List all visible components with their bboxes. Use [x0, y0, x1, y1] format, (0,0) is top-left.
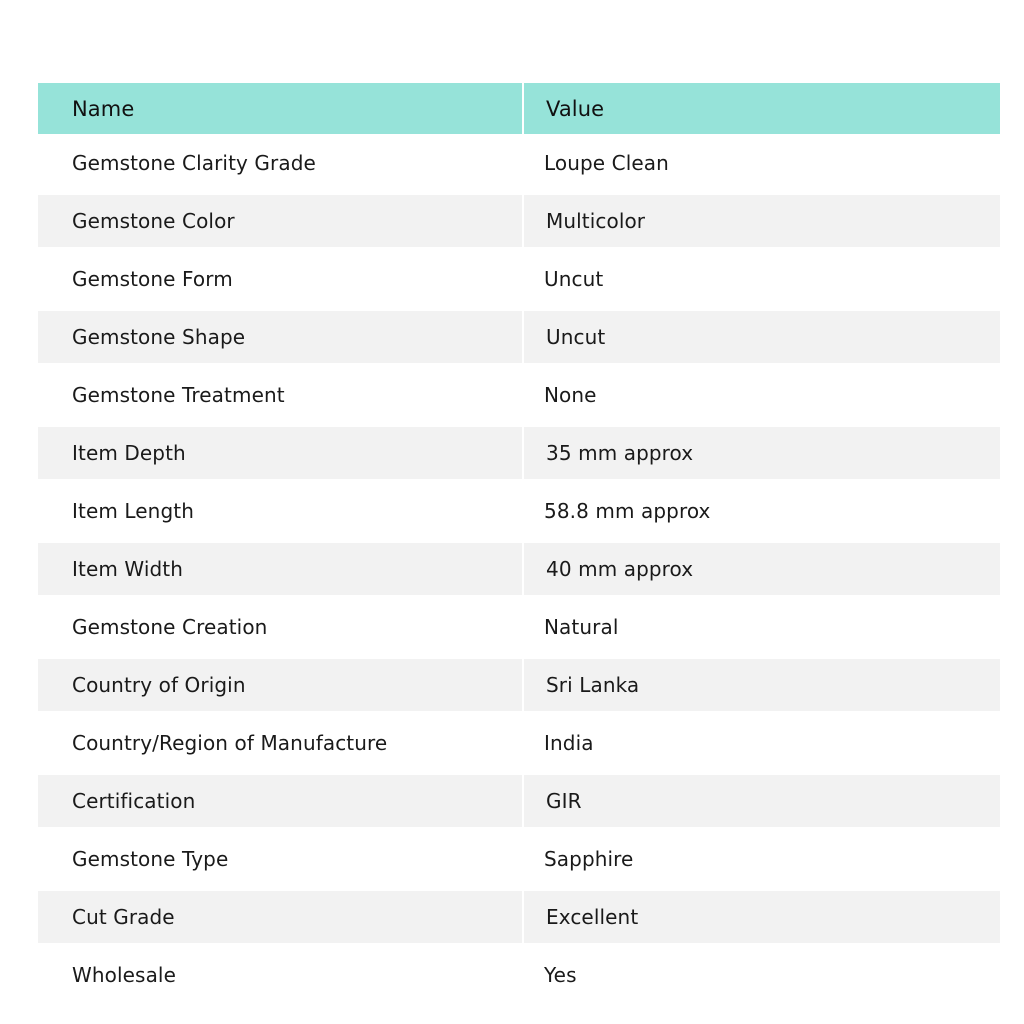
row-name-cell: Gemstone Treatment	[72, 383, 285, 407]
row-value-cell: Loupe Clean	[544, 151, 669, 175]
table-header-row	[38, 83, 1000, 134]
row-name-cell: Cut Grade	[38, 888, 522, 946]
row-value-cell: 58.8 mm approx	[544, 499, 711, 523]
table-row	[38, 134, 1000, 192]
table-row	[38, 830, 1000, 888]
row-name-cell: Gemstone Shape	[38, 308, 522, 366]
row-name-cell: Gemstone Creation	[72, 615, 268, 639]
row-value-cell: None	[544, 383, 597, 407]
table-row	[38, 946, 1000, 1004]
row-value-cell: Yes	[544, 963, 577, 987]
row-value-cell: India	[544, 731, 594, 755]
table-row	[38, 482, 1000, 540]
table-row	[38, 888, 1000, 946]
table-body	[38, 134, 1000, 1004]
row-name-cell: Item Depth	[38, 424, 522, 482]
table-row	[38, 656, 1000, 714]
row-value-cell: Uncut	[524, 308, 1000, 366]
table-row	[38, 424, 1000, 482]
row-name-cell: Item Length	[72, 499, 194, 523]
row-name-cell: Gemstone Form	[72, 267, 233, 291]
table-row	[38, 772, 1000, 830]
row-name-cell: Country/Region of Manufacture	[72, 731, 388, 755]
table-row	[38, 192, 1000, 250]
row-value-cell: 35 mm approx	[524, 424, 1000, 482]
table-row	[38, 540, 1000, 598]
column-header-name: Name	[72, 96, 135, 121]
table-row	[38, 598, 1000, 656]
item-specifics-table	[38, 83, 1000, 1004]
row-name-cell: Wholesale	[72, 963, 176, 987]
table-row	[38, 366, 1000, 424]
row-value-cell: GIR	[524, 772, 1000, 830]
row-value-cell: Sri Lanka	[524, 656, 1000, 714]
row-name-cell: Item Width	[38, 540, 522, 598]
row-name-cell: Gemstone Type	[72, 847, 229, 871]
row-value-cell: Natural	[544, 615, 619, 639]
row-value-cell: Uncut	[544, 267, 604, 291]
table-row	[38, 714, 1000, 772]
row-value-cell: Multicolor	[524, 192, 1000, 250]
table-row	[38, 250, 1000, 308]
row-value-cell: Sapphire	[544, 847, 634, 871]
column-header-value: Value	[522, 83, 1000, 134]
row-value-cell: Excellent	[524, 888, 1000, 946]
row-name-cell: Certification	[38, 772, 522, 830]
row-value-cell: 40 mm approx	[524, 540, 1000, 598]
row-name-cell: Gemstone Color	[38, 192, 522, 250]
row-name-cell: Country of Origin	[38, 656, 522, 714]
table-row	[38, 308, 1000, 366]
row-name-cell: Gemstone Clarity Grade	[72, 151, 316, 175]
